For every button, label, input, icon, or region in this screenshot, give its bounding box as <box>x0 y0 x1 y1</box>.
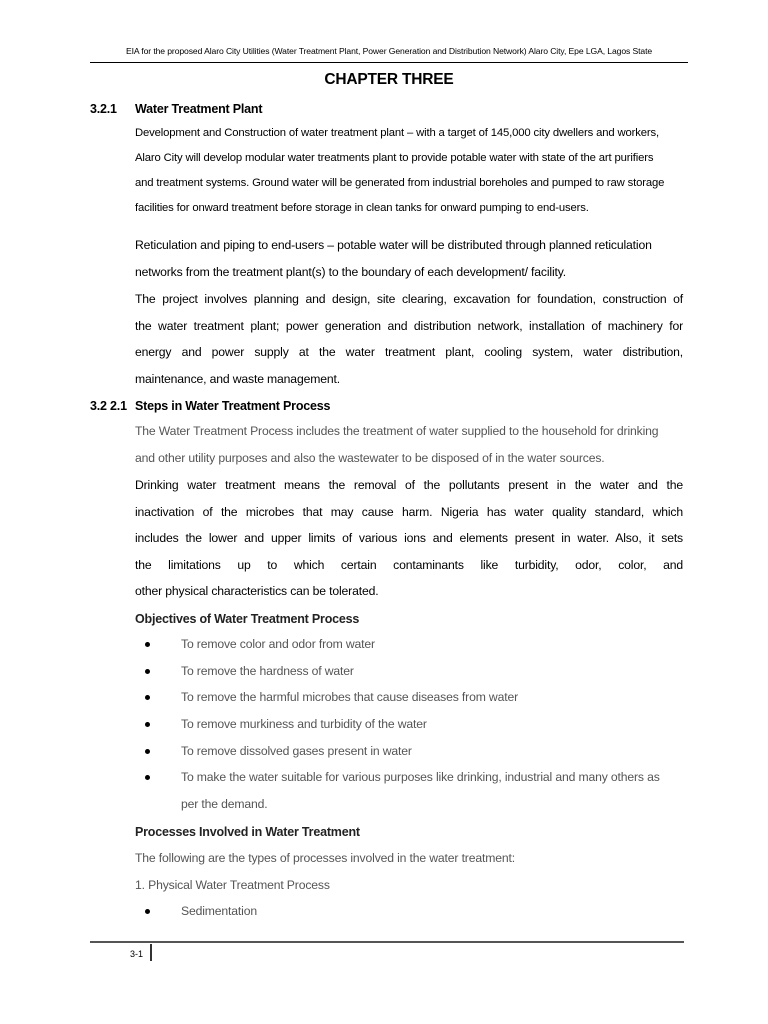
processes-heading: Processes Involved in Water Treatment <box>135 825 360 839</box>
text-line: The Water Treatment Process includes the treatment of water supplied to the household for drinking <box>135 424 659 438</box>
list-item-text: To remove the harmful microbes that cause diseases from water <box>181 690 518 705</box>
text-line: networks from the treatment plant(s) to the boundary of each development/ facility. <box>135 264 567 279</box>
section-number: 3.2 2.1 <box>90 399 127 413</box>
list-item <box>135 764 683 817</box>
footer-rule <box>90 941 684 943</box>
text-line: the water treatment plant; power generation and distribution network, installation of machinery for <box>135 318 683 333</box>
paragraph-reticulation <box>135 232 683 285</box>
text-line: and treatment systems. Ground water will be generated from industrial boreholes and pumped to raw storage <box>135 177 665 189</box>
page-number-divider <box>150 944 152 961</box>
list-item-text: To remove murkiness and turbidity of the water <box>181 717 427 732</box>
section-title: Steps in Water Treatment Process <box>135 399 331 413</box>
list-item-text: Sedimentation <box>181 904 257 918</box>
bullet-icon <box>145 695 150 700</box>
text-line: the limitations up to which certain contaminants like turbidity, odor, color, and <box>135 557 683 572</box>
text-line: includes the lower and upper limits of various ions and elements present in water. Also, it sets <box>135 531 683 545</box>
list-item-text: To remove dissolved gases present in water <box>181 743 412 758</box>
text-line: The following are the types of processes involved in the water treatment: <box>135 851 515 865</box>
objectives-list <box>135 631 683 818</box>
text-line: Reticulation and piping to end-users – potable water will be distributed through planned reticulation <box>135 238 652 252</box>
text-line: and other utility purposes and also the wastewater to be disposed of in the water sources. <box>135 450 605 465</box>
text-line: other physical characteristics can be tolerated. <box>135 584 379 598</box>
bullet-icon <box>145 669 150 674</box>
bullet-icon <box>145 775 150 780</box>
list-item-text: To make the water suitable for various purposes like drinking, industrial and many others as <box>181 770 660 785</box>
text-line: The project involves planning and design, site clearing, excavation for foundation, construction of <box>135 292 683 306</box>
list-item <box>135 658 683 685</box>
page-number: 3-1 <box>130 949 144 959</box>
physical-process-list <box>135 898 683 925</box>
list-item-text: To remove the hardness of water <box>181 663 354 678</box>
list-item <box>135 631 683 658</box>
list-item <box>135 684 683 711</box>
list-item <box>135 711 683 738</box>
section-title: Water Treatment Plant <box>135 102 263 116</box>
text-line: energy and power supply at the water treatment plant, cooling system, water distribution, <box>135 345 683 359</box>
paragraph-process-intro <box>135 418 683 471</box>
list-item-text: per the demand. <box>181 797 268 812</box>
text-line: Drinking water treatment means the removal of the pollutants present in the water and the <box>135 478 683 492</box>
list-item-text: To remove color and odor from water <box>181 637 375 651</box>
bullet-icon <box>145 749 150 754</box>
header-rule <box>90 62 688 63</box>
bullet-icon <box>145 909 150 914</box>
paragraph-project-scope <box>135 286 683 392</box>
paragraph-drinking-water <box>135 472 683 605</box>
physical-process-heading: 1. Physical Water Treatment Process <box>135 877 330 892</box>
paragraph-processes-intro <box>135 845 683 898</box>
paragraph-development <box>135 121 683 221</box>
bullet-icon <box>145 642 150 647</box>
header-text: EIA for the proposed Alaro City Utilities (Water Treatment Plant, Power Generation and Distribution Network) Alaro City, Epe LGA, Lagos State <box>125 46 653 56</box>
text-line: facilities for onward treatment before storage in clean tanks for onward pumping to end-users. <box>135 202 589 214</box>
section-number: 3.2.1 <box>90 102 117 116</box>
bullet-icon <box>145 722 150 727</box>
text-line: maintenance, and waste management. <box>135 371 340 386</box>
list-item <box>135 738 683 765</box>
chapter-title: CHAPTER THREE <box>324 71 454 88</box>
text-line: inactivation of the microbes that may cause harm. Nigeria has water quality standard, which <box>135 504 683 519</box>
list-item <box>135 898 683 925</box>
text-line: Alaro City will develop modular water treatments plant to provide potable water with state of the art purifiers <box>135 152 654 164</box>
objectives-heading: Objectives of Water Treatment Process <box>135 612 360 626</box>
text-line: Development and Construction of water treatment plant – with a target of 145,000 city dwellers and workers, <box>135 127 659 139</box>
